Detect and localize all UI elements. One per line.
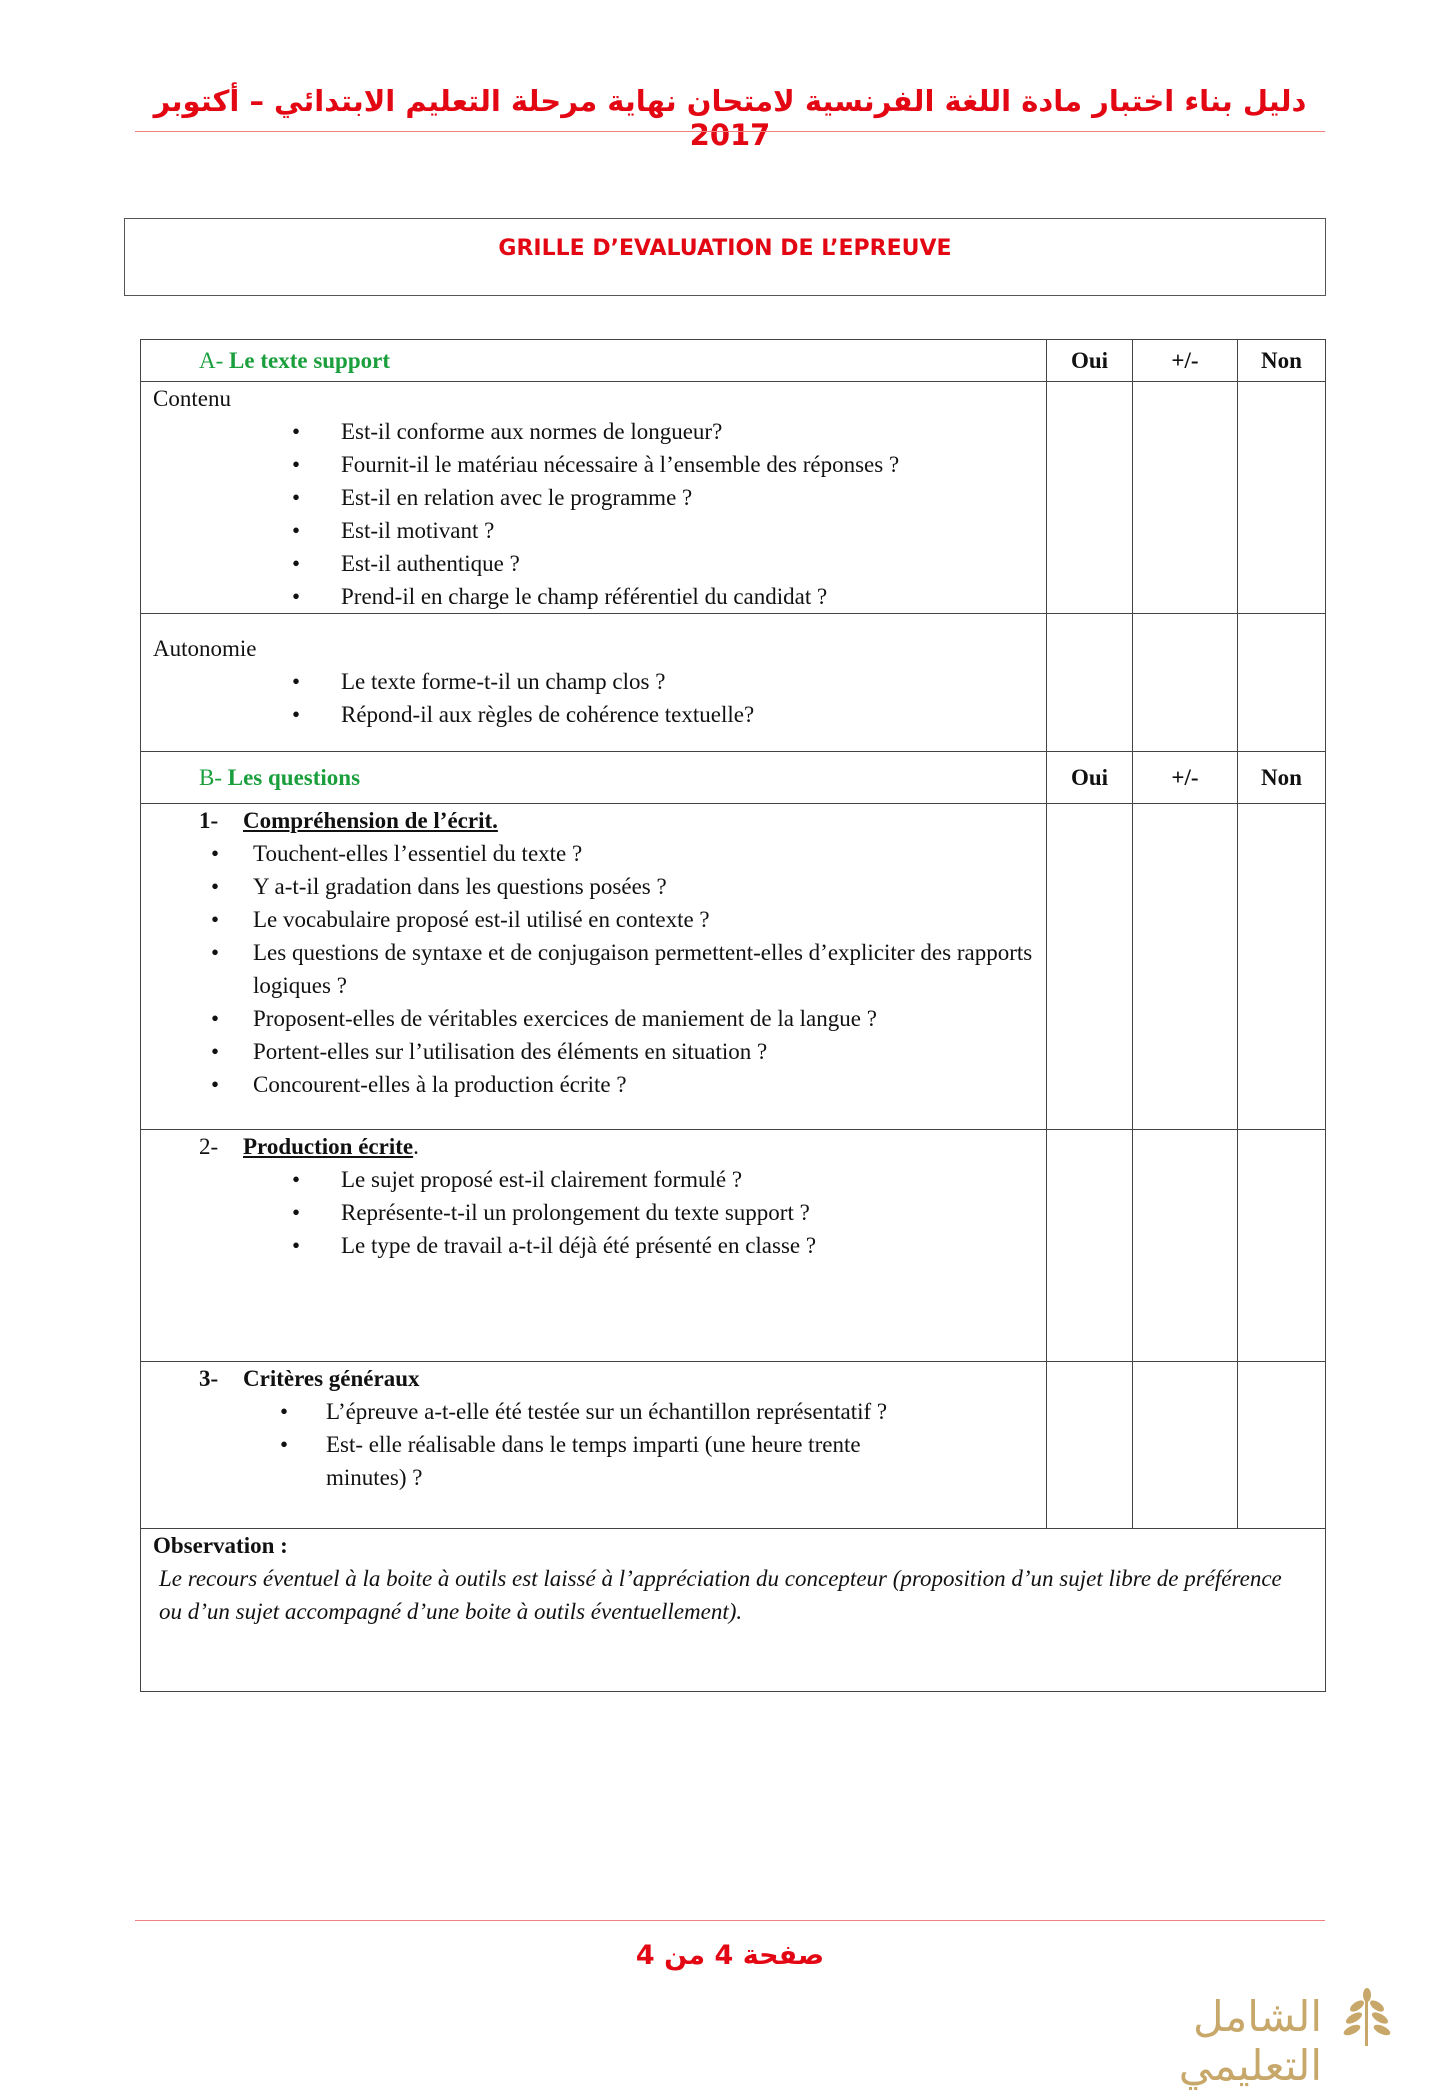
list-item: • Proposent-elles de véritables exercices de maniement de la langue ? (253, 1002, 1046, 1035)
page-number: صفحة 4 من 4 (635, 1940, 825, 1971)
list-item: • Concourent-elles à la production écrite ? (253, 1068, 1046, 1101)
list-item: • Fournit-il le matériau nécessaire à l’ensemble des réponses ? (341, 448, 1046, 481)
q1-non-cell[interactable] (1238, 804, 1326, 1130)
list-item: • Le type de travail a-t-il déjà été présenté en classe ? (341, 1229, 1046, 1262)
contenu-list (153, 415, 1046, 613)
autonomie-label: Autonomie (153, 636, 257, 661)
autonomie-mid-cell[interactable] (1133, 614, 1238, 752)
section-a-title (141, 340, 1047, 382)
section-b-letter: B- (199, 765, 222, 790)
col-non-header: Non (1238, 340, 1326, 382)
q3-number: 3- (199, 1366, 219, 1391)
header-divider (135, 131, 1325, 132)
logo-text: الشامل التعليمي (1178, 1992, 1322, 2090)
q2-mid-cell[interactable] (1133, 1130, 1238, 1362)
col-oui-header: Oui (1047, 752, 1133, 804)
observation-row (141, 1529, 1326, 1692)
section-a-name: Le texte support (229, 348, 391, 373)
q3-title: Critères généraux (243, 1366, 420, 1391)
q2-cell (141, 1130, 1047, 1362)
autonomie-oui-cell[interactable] (1047, 614, 1133, 752)
q1-mid-cell[interactable] (1133, 804, 1238, 1130)
q1-row (141, 804, 1326, 1130)
section-b-name: Les questions (227, 765, 361, 790)
q1-oui-cell[interactable] (1047, 804, 1133, 1130)
q1-heading (153, 804, 1046, 837)
q3-cell (141, 1362, 1047, 1529)
footer-divider (135, 1920, 1325, 1921)
q2-list (153, 1163, 1046, 1262)
contenu-oui-cell[interactable] (1047, 382, 1133, 614)
contenu-row (141, 382, 1326, 614)
autonomie-non-cell[interactable] (1238, 614, 1326, 752)
list-item: • Les questions de syntaxe et de conjugaison permettent-elles d’expliciter des rapports logiques ? (253, 936, 1046, 1002)
logo-plant-icon (1332, 1988, 1402, 2048)
list-item: • L’épreuve a-t-elle été testée sur un échantillon représentatif ? (326, 1395, 1046, 1428)
evaluation-grid (140, 339, 1326, 1692)
list-item: • Est-il conforme aux normes de longueur? (341, 415, 1046, 448)
contenu-cell (141, 382, 1047, 614)
col-mid-header: +/- (1133, 340, 1238, 382)
q3-list (153, 1395, 1046, 1494)
observation-cell (141, 1529, 1326, 1692)
q2-non-cell[interactable] (1238, 1130, 1326, 1362)
col-oui-header: Oui (1047, 340, 1133, 382)
list-item: • Le vocabulaire proposé est-il utilisé en contexte ? (253, 903, 1046, 936)
list-item: • Répond-il aux règles de cohérence textuelle? (341, 698, 1046, 731)
list-item: • Touchent-elles l’essentiel du texte ? (253, 837, 1046, 870)
q2-heading (153, 1130, 1046, 1163)
list-item: • Est-il authentique ? (341, 547, 1046, 580)
q2-number: 2- (199, 1134, 219, 1159)
list-item: • Représente-t-il un prolongement du texte support ? (341, 1196, 1046, 1229)
q2-oui-cell[interactable] (1047, 1130, 1133, 1362)
list-item: • Prend-il en charge le champ référentiel du candidat ? (341, 580, 1046, 613)
section-a-header-row (141, 340, 1326, 382)
list-item: • Y a-t-il gradation dans les questions posées ? (253, 870, 1046, 903)
list-item: • Est-il en relation avec le programme ? (341, 481, 1046, 514)
q2-suffix: . (413, 1134, 419, 1159)
document-header: دليل بناء اختبار مادة اللغة الفرنسية لامتحان نهاية مرحلة التعليم الابتدائي – أكتوبر 2017 (153, 84, 1307, 152)
q1-title: Compréhension de l’écrit. (243, 808, 498, 833)
contenu-label: Contenu (153, 386, 231, 411)
list-item: • Est-il motivant ? (341, 514, 1046, 547)
q1-list (153, 837, 1046, 1101)
section-b-title (141, 752, 1047, 804)
autonomie-list (153, 665, 1046, 731)
contenu-non-cell[interactable] (1238, 382, 1326, 614)
observation-label: Observation : (153, 1533, 288, 1558)
q2-title: Production écrite (243, 1134, 414, 1159)
q1-number: 1- (199, 808, 219, 833)
site-logo (1052, 1988, 1432, 2090)
q1-cell (141, 804, 1047, 1130)
grid-title: GRILLE D’EVALUATION DE L’EPREUVE (498, 236, 952, 261)
grid-title-box (124, 218, 1326, 296)
observation-text: Le recours éventuel à la boite à outils est laissé à l’appréciation du concepteur (proposition d’un sujet libre de préférence ou d’un sujet accompagné d’une boite à outils éventuellement). (159, 1566, 1282, 1624)
q3-non-cell[interactable] (1238, 1362, 1326, 1529)
q2-row (141, 1130, 1326, 1362)
list-item: • Portent-elles sur l’utilisation des éléments en situation ? (253, 1035, 1046, 1068)
q3-mid-cell[interactable] (1133, 1362, 1238, 1529)
contenu-mid-cell[interactable] (1133, 382, 1238, 614)
col-mid-header: +/- (1133, 752, 1238, 804)
section-b-header-row (141, 752, 1326, 804)
autonomie-row (141, 614, 1326, 752)
list-item: • Est- elle réalisable dans le temps imparti (une heure trente minutes) ? (326, 1428, 1046, 1494)
col-non-header: Non (1238, 752, 1326, 804)
autonomie-cell (141, 614, 1047, 752)
section-a-letter: A- (199, 348, 224, 373)
q3-oui-cell[interactable] (1047, 1362, 1133, 1529)
q3-heading (153, 1362, 1046, 1395)
q3-row (141, 1362, 1326, 1529)
list-item: • Le texte forme-t-il un champ clos ? (341, 665, 1046, 698)
list-item: • Le sujet proposé est-il clairement formulé ? (341, 1163, 1046, 1196)
